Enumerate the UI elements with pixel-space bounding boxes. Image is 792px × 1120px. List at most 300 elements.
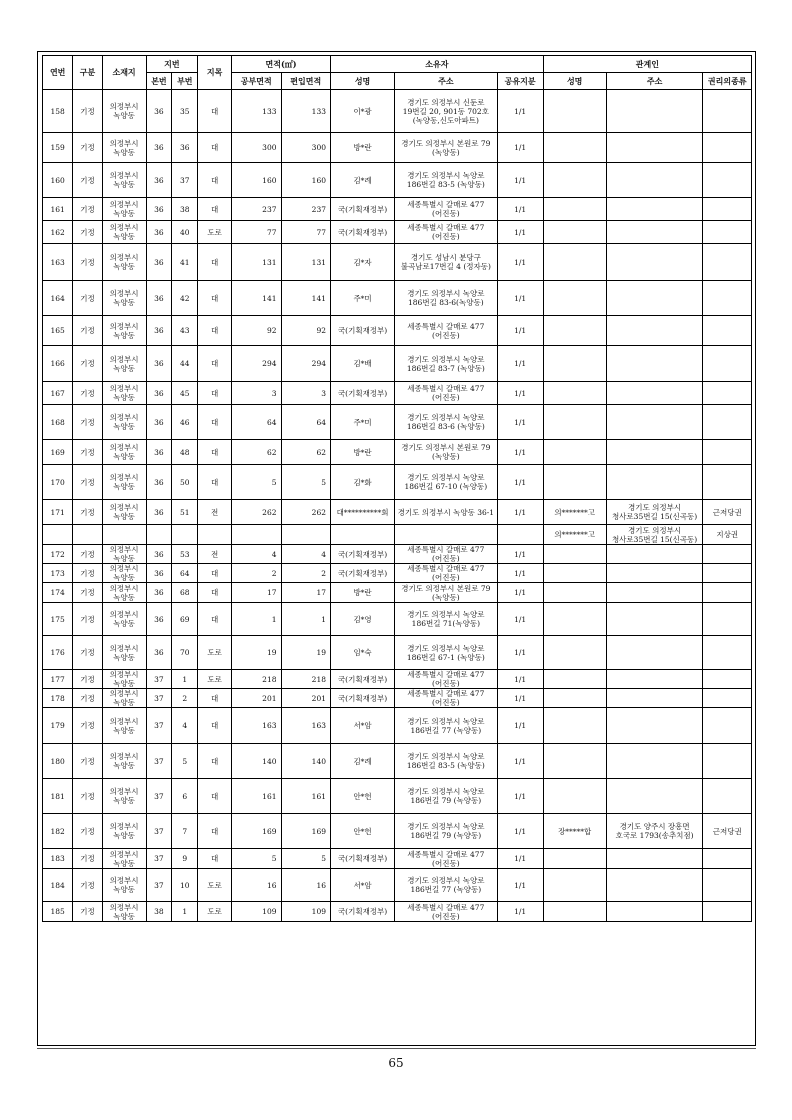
owner-share-cell: 1/1	[497, 708, 543, 744]
owner-address-cell: 경기도 의정부시 신둔로 19번길 20, 901동 702호 (녹양동,신도아파트)	[395, 90, 497, 133]
footer-rule	[37, 1048, 756, 1049]
table-row	[43, 221, 752, 244]
header-land-type: 지목	[198, 56, 232, 90]
row-no-cell: 161	[43, 198, 73, 221]
table-row	[43, 670, 752, 689]
owner-address-cell: 세종특별시 갈매로 477 (어진동)	[395, 689, 497, 708]
party-name-cell	[543, 133, 606, 163]
owner-address-cell: 세종특별시 갈매로 477 (어진동)	[395, 670, 497, 689]
location-cell: 의정부시 녹양동	[102, 779, 146, 814]
area-included-cell: 300	[281, 133, 331, 163]
category-cell: 기정	[73, 636, 102, 670]
category-cell: 기정	[73, 405, 102, 440]
party-address-cell	[606, 670, 703, 689]
table-row	[43, 708, 752, 744]
owner-address-cell: 경기도 의정부시 녹양동 36-1	[395, 500, 497, 525]
header-party-right: 권리의종류	[703, 73, 752, 90]
area-included-cell: 5	[281, 849, 331, 869]
lot-sub-cell: 1	[172, 902, 198, 922]
lot-sub-cell: 50	[172, 465, 198, 500]
row-no-cell: 172	[43, 545, 73, 564]
lot-sub-cell: 10	[172, 869, 198, 902]
row-no-cell: 176	[43, 636, 73, 670]
category-cell: 기정	[73, 500, 102, 525]
party-name-cell	[543, 708, 606, 744]
category-cell: 기정	[73, 316, 102, 346]
lot-sub-cell: 41	[172, 244, 198, 281]
owner-name-cell: 방*란	[331, 440, 395, 465]
lot-main-cell: 36	[146, 603, 172, 636]
party-name-cell	[543, 583, 606, 603]
party-name-cell	[543, 849, 606, 869]
lot-main-cell: 36	[146, 636, 172, 670]
area-official-cell: 163	[232, 708, 282, 744]
party-name-cell	[543, 244, 606, 281]
party-right-cell	[703, 198, 752, 221]
party-address-cell	[606, 465, 703, 500]
party-name-cell	[543, 564, 606, 583]
table-row	[43, 163, 752, 198]
header-owner-share: 공유지분	[497, 73, 543, 90]
owner-share-cell: 1/1	[497, 670, 543, 689]
party-address-cell	[606, 221, 703, 244]
owner-name-cell: 안*헌	[331, 779, 395, 814]
category-cell: 기정	[73, 440, 102, 465]
lot-main-cell: 36	[146, 198, 172, 221]
header-lot-main: 본번	[146, 73, 172, 90]
area-included-cell: 201	[281, 689, 331, 708]
party-right-cell	[703, 163, 752, 198]
header-party-name: 성명	[543, 73, 606, 90]
area-included-cell: 169	[281, 814, 331, 849]
owner-address-cell: 경기도 의정부시 녹양로 186번길 77 (녹양동)	[395, 869, 497, 902]
lot-sub-cell: 9	[172, 849, 198, 869]
party-right-cell	[703, 465, 752, 500]
lot-main-cell: 37	[146, 689, 172, 708]
owner-address-cell: 세종특별시 갈매로 477 (어진동)	[395, 849, 497, 869]
party-right-cell	[703, 636, 752, 670]
row-no-cell: 170	[43, 465, 73, 500]
lot-main-cell: 37	[146, 708, 172, 744]
party-name-cell	[543, 744, 606, 779]
owner-name-cell: 방*란	[331, 583, 395, 603]
party-right-cell	[703, 405, 752, 440]
location-cell: 의정부시 녹양동	[102, 636, 146, 670]
land-type-cell: 대	[198, 382, 232, 405]
land-registry-table	[42, 55, 752, 922]
table-row	[43, 198, 752, 221]
owner-name-cell: 국(기획재정부)	[331, 689, 395, 708]
category-cell: 기정	[73, 133, 102, 163]
land-type-cell: 도로	[198, 902, 232, 922]
area-included-cell: 16	[281, 869, 331, 902]
table-row	[43, 583, 752, 603]
party-address-cell	[606, 869, 703, 902]
header-row-no: 연번	[43, 56, 73, 90]
row-no-cell: 160	[43, 163, 73, 198]
owner-name-cell: 국(기획재정부)	[331, 198, 395, 221]
category-cell: 기정	[73, 869, 102, 902]
table-row	[43, 869, 752, 902]
owner-address-cell: 세종특별시 갈매로 477 (어진동)	[395, 564, 497, 583]
party-right-cell	[703, 583, 752, 603]
party-address-cell	[606, 583, 703, 603]
party-name-cell	[543, 465, 606, 500]
owner-address-cell: 경기도 의정부시 녹양로 186번길 83-5 (녹양동)	[395, 744, 497, 779]
table-row	[43, 316, 752, 346]
row-no-cell: 158	[43, 90, 73, 133]
party-name-cell	[543, 670, 606, 689]
location-cell: 의정부시 녹양동	[102, 603, 146, 636]
owner-name-cell: 서*암	[331, 869, 395, 902]
location-cell: 의정부시 녹양동	[102, 744, 146, 779]
party-address-cell	[606, 346, 703, 382]
party-right-cell	[703, 779, 752, 814]
location-cell: 의정부시 녹양동	[102, 500, 146, 525]
land-type-cell: 대	[198, 346, 232, 382]
party-right-cell	[703, 281, 752, 316]
party-address-cell	[606, 545, 703, 564]
land-type-cell: 전	[198, 545, 232, 564]
area-official-cell: 201	[232, 689, 282, 708]
owner-share-cell: 1/1	[497, 198, 543, 221]
owner-share-cell: 1/1	[497, 849, 543, 869]
owner-address-cell: 세종특별시 갈매로 477 (어진동)	[395, 382, 497, 405]
row-no-cell: 167	[43, 382, 73, 405]
area-official-cell: 62	[232, 440, 282, 465]
party-right-cell	[703, 346, 752, 382]
owner-name-cell: 국(기획재정부)	[331, 849, 395, 869]
owner-share-cell: 1/1	[497, 221, 543, 244]
owner-name-cell: 국(기획재정부)	[331, 221, 395, 244]
party-address-cell	[606, 405, 703, 440]
table-row	[43, 244, 752, 281]
row-no-cell: 182	[43, 814, 73, 849]
area-official-cell: 92	[232, 316, 282, 346]
area-official-cell: 262	[232, 500, 282, 525]
area-official-cell: 77	[232, 221, 282, 244]
owner-share-cell: 1/1	[497, 281, 543, 316]
area-included-cell: 131	[281, 244, 331, 281]
lot-sub-cell: 40	[172, 221, 198, 244]
category-cell: 기정	[73, 244, 102, 281]
owner-share-cell	[497, 525, 543, 545]
area-official-cell: 64	[232, 405, 282, 440]
table-row	[43, 689, 752, 708]
owner-address-cell: 세종특별시 갈매로 477 (어진동)	[395, 316, 497, 346]
row-no-cell: 164	[43, 281, 73, 316]
header-party-group: 관계인	[543, 56, 751, 73]
land-type-cell: 도로	[198, 221, 232, 244]
area-official-cell: 5	[232, 465, 282, 500]
land-type-cell: 대	[198, 744, 232, 779]
lot-sub-cell: 48	[172, 440, 198, 465]
category-cell: 기정	[73, 849, 102, 869]
owner-share-cell: 1/1	[497, 779, 543, 814]
party-right-cell	[703, 90, 752, 133]
table-row	[43, 346, 752, 382]
party-name-cell	[543, 198, 606, 221]
land-type-cell: 대	[198, 281, 232, 316]
party-name-cell	[543, 163, 606, 198]
table-row	[43, 525, 752, 545]
area-official-cell: 141	[232, 281, 282, 316]
table-row	[43, 545, 752, 564]
area-included-cell: 1	[281, 603, 331, 636]
category-cell: 기정	[73, 689, 102, 708]
owner-share-cell: 1/1	[497, 902, 543, 922]
lot-main-cell: 36	[146, 90, 172, 133]
lot-main-cell: 37	[146, 670, 172, 689]
party-right-cell	[703, 316, 752, 346]
land-type-cell: 대	[198, 133, 232, 163]
land-type-cell: 대	[198, 583, 232, 603]
lot-main-cell: 36	[146, 583, 172, 603]
party-right-cell	[703, 244, 752, 281]
owner-share-cell: 1/1	[497, 133, 543, 163]
lot-sub-cell: 6	[172, 779, 198, 814]
land-type-cell: 대	[198, 603, 232, 636]
area-included-cell: 4	[281, 545, 331, 564]
category-cell: 기정	[73, 603, 102, 636]
row-no-cell: 180	[43, 744, 73, 779]
row-no-cell: 178	[43, 689, 73, 708]
owner-address-cell: 경기도 의정부시 본원로 79 (녹양동)	[395, 440, 497, 465]
lot-sub-cell: 69	[172, 603, 198, 636]
area-included-cell: 62	[281, 440, 331, 465]
lot-main-cell: 37	[146, 779, 172, 814]
location-cell: 의정부시 녹양동	[102, 316, 146, 346]
owner-address-cell: 경기도 의정부시 녹양로 186번길 83-7 (녹양동)	[395, 346, 497, 382]
owner-name-cell: 국(기획재정부)	[331, 545, 395, 564]
party-right-cell: 근저당권	[703, 814, 752, 849]
area-included-cell: 19	[281, 636, 331, 670]
owner-address-cell	[395, 525, 497, 545]
row-no-cell: 165	[43, 316, 73, 346]
location-cell: 의정부시 녹양동	[102, 90, 146, 133]
header-row-1	[43, 56, 752, 73]
header-owner-name: 성명	[331, 73, 395, 90]
owner-address-cell: 경기도 의정부시 녹양로 186번길 67-10 (녹양동)	[395, 465, 497, 500]
lot-sub-cell: 44	[172, 346, 198, 382]
lot-sub-cell	[172, 525, 198, 545]
party-address-cell	[606, 636, 703, 670]
area-official-cell: 161	[232, 779, 282, 814]
area-official-cell: 300	[232, 133, 282, 163]
land-type-cell: 대	[198, 244, 232, 281]
row-no-cell: 174	[43, 583, 73, 603]
area-official-cell: 140	[232, 744, 282, 779]
party-name-cell	[543, 779, 606, 814]
land-type-cell: 대	[198, 90, 232, 133]
table-row	[43, 849, 752, 869]
location-cell: 의정부시 녹양동	[102, 198, 146, 221]
table-row	[43, 744, 752, 779]
row-no-cell: 181	[43, 779, 73, 814]
owner-name-cell: 김*례	[331, 744, 395, 779]
table-row	[43, 636, 752, 670]
land-type-cell: 대	[198, 708, 232, 744]
lot-sub-cell: 35	[172, 90, 198, 133]
owner-share-cell: 1/1	[497, 636, 543, 670]
land-type-cell: 대	[198, 163, 232, 198]
table-row	[43, 779, 752, 814]
lot-main-cell: 37	[146, 869, 172, 902]
owner-share-cell: 1/1	[497, 244, 543, 281]
land-type-cell: 대	[198, 198, 232, 221]
lot-main-cell: 36	[146, 382, 172, 405]
area-included-cell: 141	[281, 281, 331, 316]
area-official-cell: 109	[232, 902, 282, 922]
table-row	[43, 440, 752, 465]
location-cell: 의정부시 녹양동	[102, 221, 146, 244]
area-included-cell: 133	[281, 90, 331, 133]
owner-address-cell: 경기도 의정부시 녹양로 186번길 71(녹양동)	[395, 603, 497, 636]
owner-share-cell: 1/1	[497, 440, 543, 465]
category-cell: 기정	[73, 221, 102, 244]
land-type-cell: 도로	[198, 869, 232, 902]
party-name-cell	[543, 90, 606, 133]
owner-share-cell: 1/1	[497, 500, 543, 525]
row-no-cell: 179	[43, 708, 73, 744]
lot-sub-cell: 38	[172, 198, 198, 221]
party-right-cell	[703, 133, 752, 163]
party-address-cell	[606, 708, 703, 744]
category-cell: 기정	[73, 198, 102, 221]
party-name-cell: 의*******고	[543, 525, 606, 545]
table-row	[43, 814, 752, 849]
header-lot-sub: 부번	[172, 73, 198, 90]
table-row	[43, 382, 752, 405]
party-address-cell	[606, 440, 703, 465]
owner-address-cell: 세종특별시 갈매로 477 (어진동)	[395, 221, 497, 244]
location-cell: 의정부시 녹양동	[102, 281, 146, 316]
land-type-cell: 대	[198, 814, 232, 849]
owner-address-cell: 경기도 의정부시 본원로 79 (녹양동)	[395, 583, 497, 603]
area-included-cell: 163	[281, 708, 331, 744]
category-cell: 기정	[73, 779, 102, 814]
location-cell: 의정부시 녹양동	[102, 163, 146, 198]
area-included-cell: 17	[281, 583, 331, 603]
lot-sub-cell: 37	[172, 163, 198, 198]
owner-name-cell: 주*미	[331, 405, 395, 440]
party-right-cell: 근저당권	[703, 500, 752, 525]
area-included-cell: 218	[281, 670, 331, 689]
row-no-cell: 168	[43, 405, 73, 440]
owner-address-cell: 세종특별시 갈매로 477 (어진동)	[395, 545, 497, 564]
owner-name-cell: 국(기획재정부)	[331, 902, 395, 922]
owner-name-cell: 국(기획재정부)	[331, 564, 395, 583]
header-location: 소재지	[102, 56, 146, 90]
location-cell: 의정부시 녹양동	[102, 133, 146, 163]
owner-name-cell: 김*배	[331, 346, 395, 382]
row-no-cell: 184	[43, 869, 73, 902]
lot-main-cell: 36	[146, 564, 172, 583]
area-official-cell: 17	[232, 583, 282, 603]
party-address-cell	[606, 849, 703, 869]
lot-main-cell: 37	[146, 744, 172, 779]
row-no-cell	[43, 525, 73, 545]
page-number: 65	[388, 1056, 404, 1070]
row-no-cell: 185	[43, 902, 73, 922]
party-address-cell	[606, 779, 703, 814]
location-cell: 의정부시 녹양동	[102, 902, 146, 922]
area-official-cell: 2	[232, 564, 282, 583]
party-address-cell: 경기도 양주시 장흥면 호국로 1793(송추치점)	[606, 814, 703, 849]
location-cell: 의정부시 녹양동	[102, 689, 146, 708]
location-cell: 의정부시 녹양동	[102, 465, 146, 500]
row-no-cell: 159	[43, 133, 73, 163]
party-right-cell	[703, 221, 752, 244]
table-row	[43, 465, 752, 500]
area-included-cell: 160	[281, 163, 331, 198]
lot-sub-cell: 45	[172, 382, 198, 405]
owner-share-cell: 1/1	[497, 869, 543, 902]
party-right-cell	[703, 869, 752, 902]
lot-sub-cell: 46	[172, 405, 198, 440]
owner-share-cell: 1/1	[497, 465, 543, 500]
owner-name-cell: 김*례	[331, 163, 395, 198]
table-row	[43, 133, 752, 163]
location-cell: 의정부시 녹양동	[102, 382, 146, 405]
owner-share-cell: 1/1	[497, 163, 543, 198]
owner-name-cell: 김*화	[331, 465, 395, 500]
owner-share-cell: 1/1	[497, 346, 543, 382]
owner-address-cell: 세종특별시 갈매로 477 (어진동)	[395, 902, 497, 922]
party-name-cell	[543, 869, 606, 902]
party-address-cell: 경기도 의정부시 청사로35번길 15(신곡동)	[606, 500, 703, 525]
lot-main-cell: 36	[146, 440, 172, 465]
owner-name-cell: 안*헌	[331, 814, 395, 849]
category-cell: 기정	[73, 564, 102, 583]
area-official-cell: 16	[232, 869, 282, 902]
lot-main-cell: 37	[146, 814, 172, 849]
location-cell: 의정부시 녹양동	[102, 869, 146, 902]
lot-main-cell: 36	[146, 465, 172, 500]
lot-main-cell: 36	[146, 163, 172, 198]
party-address-cell	[606, 133, 703, 163]
location-cell: 의정부시 녹양동	[102, 405, 146, 440]
land-type-cell: 전	[198, 500, 232, 525]
category-cell: 기정	[73, 708, 102, 744]
category-cell	[73, 525, 102, 545]
lot-main-cell: 36	[146, 500, 172, 525]
row-no-cell: 173	[43, 564, 73, 583]
owner-address-cell: 경기도 의정부시 녹양로 186번길 79 (녹양동)	[395, 814, 497, 849]
table-row	[43, 500, 752, 525]
lot-main-cell: 36	[146, 244, 172, 281]
location-cell	[102, 525, 146, 545]
owner-share-cell: 1/1	[497, 564, 543, 583]
area-official-cell: 5	[232, 849, 282, 869]
location-cell: 의정부시 녹양동	[102, 564, 146, 583]
lot-sub-cell: 2	[172, 689, 198, 708]
area-official-cell: 4	[232, 545, 282, 564]
party-address-cell	[606, 689, 703, 708]
location-cell: 의정부시 녹양동	[102, 849, 146, 869]
row-no-cell: 163	[43, 244, 73, 281]
area-official-cell: 237	[232, 198, 282, 221]
party-address-cell: 경기도 의정부시 청사로35번길 15(신곡동)	[606, 525, 703, 545]
party-name-cell	[543, 636, 606, 670]
category-cell: 기정	[73, 281, 102, 316]
lot-main-cell: 36	[146, 545, 172, 564]
area-official-cell: 1	[232, 603, 282, 636]
category-cell: 기정	[73, 465, 102, 500]
header-party-address: 주소	[606, 73, 703, 90]
area-included-cell: 294	[281, 346, 331, 382]
owner-name-cell: 국(기획재정부)	[331, 670, 395, 689]
